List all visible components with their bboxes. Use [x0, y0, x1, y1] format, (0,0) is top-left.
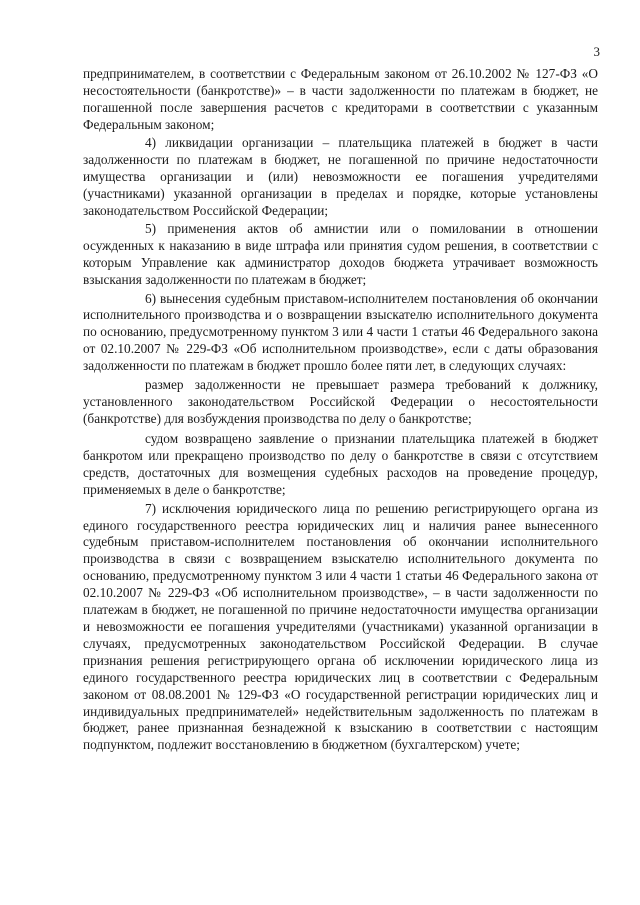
paragraph-item-4: 4) ликвидации организации – плательщика платежей в бюджет в части задолженности по платежам в бюджет, не погашенной по причине недостаточности имущества организации и (или) невозможности ее погашения учредителями (участниками) указанной организации в пределах и порядке, которые установлены законодательством Российской Федерации;	[83, 135, 598, 218]
paragraph-case-1: размер задолженности не превышает размера требований к должнику, установленного законодательством Российской Федерации о несостоятельности (банкротстве) для возбуждения производства по делу о банкротстве;	[83, 376, 598, 426]
page-number: 3	[593, 44, 600, 59]
document-body	[83, 66, 598, 756]
paragraph-item-6: 6) вынесения судебным приставом-исполнителем постановления об окончании исполнительного производства и о возвращении взыскателю исполнительного документа по основанию, предусмотренному пунктом 3 или 4 части 1 статьи 46 Федерального закона от 02.10.2007 № 229-ФЗ «Об исполнительном производстве», если с даты образования задолженности по платежам в бюджет прошло более пяти лет, в следующих случаях:	[83, 290, 598, 374]
paragraph-case-2: судом возвращено заявление о признании плательщика платежей в бюджет банкротом или прекращено производство по делу о банкротстве в связи с отсутствием средств, достаточных для возмещения судебных расходов на проведение процедур, применяемых в деле о банкротстве;	[83, 431, 598, 498]
paragraph-continuation: предпринимателем, в соответствии с Федеральным законом от 26.10.2002 № 127-ФЗ «О несостоятельности (банкротстве)» – в части задолженности по платежам в бюджет, не погашенной после завершения расчетов с кредиторами в соответствии с указанным Федеральным законом;	[83, 66, 598, 132]
paragraph-item-5: 5) применения актов об амнистии или о помиловании в отношении осужденных к наказанию в виде штрафа или принятия судом решения, в соответствии с которым Управление как администратор доходов бюджета утрачивает возможность взыскания задолженности по платежам в бюджет;	[83, 221, 598, 288]
paragraph-item-7: 7) исключения юридического лица по решению регистрирующего органа из единого государственного реестра юридических лиц и наличия ранее вынесенного судебным приставом-исполнителем постановления об окончании исполнительного производства в связи с возвращением взыскателю исполнительного документа по основанию, предусмотренному пунктом 3 или 4 части 1 статьи 46 Федерального закона от 02.10.2007 № 229-ФЗ «Об исполнительном производстве», – в части задолженности по платежам в бюджет, не погашенной по причине недостаточности имущества организации и невозможности ее погашения учредителями (участниками) указанной организации в случаях, предусмотренных законодательством Российской Федерации. В случае признания решения регистрирующего органа об исключении юридического лица из единого государственного реестра юридических лиц в соответствии с Федеральным законом от 08.08.2001 № 129-ФЗ «О государственной регистрации юридических лиц и индивидуальных предпринимателей» недействительным задолженность по платежам в бюджет, ранее признанная безнадежной к взысканию в соответствии с настоящим подпунктом, подлежит восстановлению в бюджетном (бухгалтерском) учете;	[83, 500, 598, 753]
